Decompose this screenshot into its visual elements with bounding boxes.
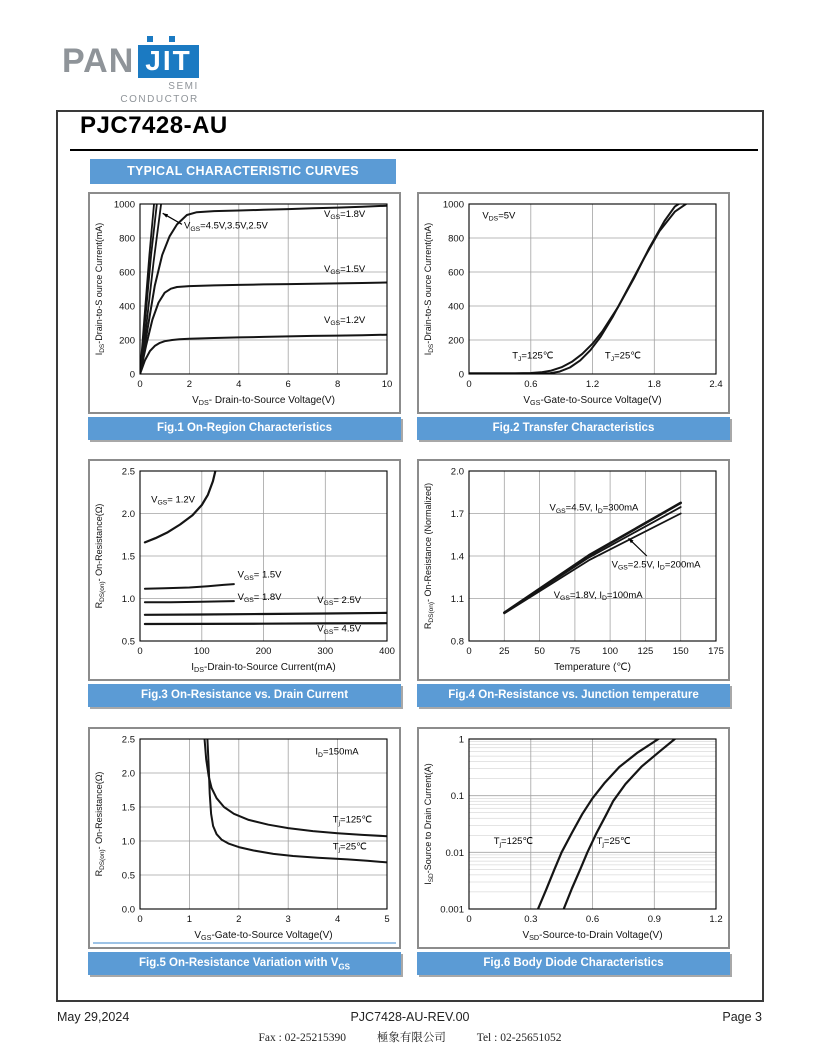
- svg-text:Tj=25℃: $T_j=25℃$: [596, 836, 631, 849]
- svg-text:6: 6: [285, 379, 291, 390]
- svg-text:100: 100: [602, 646, 619, 657]
- svg-text:0.6: 0.6: [585, 914, 600, 925]
- svg-text:3: 3: [285, 914, 291, 925]
- figure-4: [417, 459, 730, 707]
- svg-text:0: 0: [137, 379, 143, 390]
- svg-text:0.3: 0.3: [524, 914, 538, 925]
- figure-1: [88, 192, 401, 440]
- fig1-chart-panel: [88, 192, 401, 414]
- svg-text:25: 25: [499, 646, 510, 657]
- svg-text:ID=150mA: $I_D=150mA$: [315, 746, 359, 759]
- svg-text:0: 0: [137, 914, 143, 925]
- svg-text:0: 0: [466, 379, 472, 390]
- fig5-blue-rule: [93, 942, 396, 944]
- svg-text:VGS=1.2V: $V_{GS}=1.2V$: [324, 315, 366, 328]
- fig6-caption: Fig.6 Body Diode Characteristics: [417, 952, 730, 975]
- footer-date: May 29,2024: [57, 1010, 130, 1024]
- svg-text:600: 600: [119, 267, 135, 279]
- svg-text:1: 1: [186, 914, 193, 925]
- fig3-chart-panel: [88, 459, 401, 681]
- svg-text:4: 4: [334, 914, 341, 925]
- svg-text:ISD-Source to Drain Current(A): $I_{SD}$-Source to Drain Current(A): [423, 763, 436, 885]
- svg-text:1.2: 1.2: [709, 914, 723, 925]
- fig3-chart: [90, 461, 399, 679]
- fig4-caption: Fig.4 On-Resistance vs. Junction temperature: [417, 684, 730, 707]
- logo-dot-icon: [169, 36, 175, 42]
- logo-jit-box: [138, 45, 198, 78]
- svg-text:200: 200: [448, 335, 464, 347]
- svg-text:1.5: 1.5: [121, 551, 135, 563]
- svg-text:RDS(on)- On-Resistance(Ω): $R_{DS(on)}-$ On-Resistance(Ω): [94, 771, 107, 877]
- svg-text:800: 800: [119, 233, 135, 245]
- svg-text:0: 0: [458, 369, 464, 381]
- svg-text:400: 400: [119, 301, 135, 313]
- footer-company: 極象有限公司: [376, 1032, 446, 1044]
- svg-text:150: 150: [672, 646, 689, 657]
- svg-text:VGS=2.5V, ID=200mA: $V_{GS}=2.5V$, $I_D=200mA$: [611, 559, 701, 572]
- svg-text:2.4: 2.4: [709, 379, 723, 390]
- svg-text:1.5: 1.5: [121, 802, 135, 814]
- svg-text:Tj=125℃: $T_j=125℃$: [493, 836, 534, 849]
- svg-text:1.7: 1.7: [450, 509, 464, 520]
- panjit-logo: [62, 44, 199, 106]
- svg-text:1000: 1000: [442, 199, 464, 211]
- svg-text:1.4: 1.4: [450, 551, 464, 563]
- logo-dot-icon: [147, 36, 153, 42]
- fig4-chart-panel: [417, 459, 730, 681]
- svg-text:RDS(on)- On-Resistance (Normal: $R_{DS(on)}-$ On-Resistance (Normalized): [423, 482, 436, 630]
- svg-text:VGS=1.5V: $V_{GS}=1.5V$: [324, 264, 366, 277]
- svg-text:0: 0: [137, 646, 143, 657]
- fig6-chart-panel: [417, 727, 730, 949]
- part-number-title: PJC7428-AU: [80, 112, 228, 139]
- fig6-chart: [419, 729, 728, 947]
- figure-6: [417, 727, 730, 975]
- svg-text:2.5: 2.5: [121, 734, 135, 746]
- svg-text:0.5: 0.5: [121, 636, 135, 648]
- svg-text:0: 0: [466, 646, 472, 657]
- svg-text:1.2: 1.2: [585, 379, 600, 390]
- svg-text:VGS=1.8V, ID=100mA: $V_{GS}=1.8V$, $I_D=100mA$: [553, 589, 643, 602]
- svg-text:0.001: 0.001: [440, 904, 464, 916]
- svg-text:VDS=5V: $V_{DS}=5V$: [482, 210, 516, 223]
- svg-text:0.9: 0.9: [647, 914, 661, 925]
- svg-text:0.6: 0.6: [524, 379, 538, 390]
- svg-text:VGS=1.8V: $V_{GS}=1.8V$: [324, 208, 366, 221]
- svg-text:VGS= 4.5V: $V_{GS}= 4.5V$: [317, 623, 362, 636]
- svg-text:2.0: 2.0: [121, 509, 135, 520]
- fig2-chart-panel: [417, 192, 730, 414]
- svg-text:VGS= 2.5V: $V_{GS}= 2.5V$: [317, 594, 362, 607]
- svg-text:0.5: 0.5: [121, 870, 135, 882]
- svg-text:VGS-Gate-to-Source Voltage(V): $V_{GS}-Gate-to$-Source Voltage(V): [194, 930, 333, 943]
- svg-text:VGS= 1.5V: $V_{GS}= 1.5V$: [237, 569, 282, 582]
- svg-text:2: 2: [186, 379, 193, 390]
- svg-text:50: 50: [534, 646, 545, 657]
- svg-text:8: 8: [334, 379, 341, 390]
- fig5-chart: [90, 729, 399, 947]
- svg-text:1.0: 1.0: [121, 594, 135, 605]
- footer-tel: Tel : 02-25651052: [476, 1032, 562, 1044]
- svg-text:0: 0: [129, 369, 135, 381]
- svg-text:1.0: 1.0: [121, 836, 135, 848]
- svg-text:IDS-Drain-to-S ource Current(m: $I_{DS}-Drain-to-S$ ource Current(mA): [94, 222, 107, 356]
- svg-text:100: 100: [193, 646, 210, 657]
- svg-text:125: 125: [637, 646, 654, 657]
- svg-text:800: 800: [448, 233, 464, 245]
- logo-conductor-text: CONDUCTOR: [120, 93, 199, 105]
- svg-text:1.8: 1.8: [647, 379, 661, 390]
- svg-text:200: 200: [255, 646, 272, 657]
- svg-text:Temperature (℃): Temperature (℃): [554, 662, 631, 673]
- fig3-caption: Fig.3 On-Resistance vs. Drain Current: [88, 684, 401, 707]
- svg-text:10: 10: [381, 379, 393, 390]
- title-divider: [70, 149, 758, 151]
- svg-text:400: 400: [379, 646, 395, 657]
- svg-text:0: 0: [466, 914, 472, 925]
- svg-text:Tj=125℃: $T_j=125℃$: [332, 814, 373, 827]
- svg-text:400: 400: [448, 301, 464, 313]
- svg-text:IDS-Drain-to-Source Current(m: $I_{DS}-Drain-to$-Source Current(mA): [191, 662, 336, 675]
- svg-text:VGS= 1.2V: $V_{GS}= 1.2V$: [151, 494, 196, 507]
- footer-revision: PJC7428-AU-REV.00: [350, 1010, 470, 1024]
- svg-text:VGS-Gate-to-Source Voltage(V): $V_{GS}-Gate-to$-Source Voltage(V): [523, 395, 662, 408]
- svg-text:VGS=4.5V,3.5V,2.5V: $V_{GS}=4.5V,3.5V,2.5V$: [184, 220, 268, 233]
- logo-jit-text: JIT: [145, 45, 192, 76]
- svg-text:5: 5: [384, 914, 390, 925]
- svg-text:0.8: 0.8: [450, 636, 464, 648]
- svg-text:2: 2: [236, 914, 242, 925]
- logo-semi-text: SEMI: [168, 81, 199, 92]
- section-banner: TYPICAL CHARACTERISTIC CURVES: [90, 159, 396, 184]
- fig2-chart: [419, 194, 728, 412]
- footer-fax: Fax : 02-25215390: [258, 1032, 346, 1044]
- fig1-caption: Fig.1 On-Region Characteristics: [88, 417, 401, 440]
- svg-text:VSD-Source-to-Drain Voltage(V): $V_{SD}-Source-to$-Drain Voltage(V): [522, 930, 663, 943]
- svg-text:2.5: 2.5: [121, 466, 135, 478]
- fig5-caption: Fig.5 On-Resistance Variation with $V_{GS}$: [88, 952, 401, 975]
- svg-text:2.0: 2.0: [450, 466, 464, 478]
- footer-contact-line: [56, 1029, 764, 1045]
- svg-text:0.1: 0.1: [450, 791, 464, 803]
- svg-text:175: 175: [708, 646, 724, 657]
- fig1-chart: [90, 194, 399, 412]
- svg-text:Tj=25℃: $T_j=25℃$: [332, 841, 367, 854]
- fig4-chart: [419, 461, 728, 679]
- svg-text:1.1: 1.1: [450, 594, 464, 605]
- figure-5: [88, 727, 401, 975]
- figure-2: [417, 192, 730, 440]
- svg-text:200: 200: [119, 335, 135, 347]
- svg-text:1: 1: [458, 734, 464, 746]
- svg-text:2.0: 2.0: [121, 768, 135, 780]
- svg-text:RDS(on)- On-Resistance(Ω): $R_{DS(on)}-$ On-Resistance(Ω): [94, 503, 107, 609]
- svg-text:VGS= 1.8V: $V_{GS}= 1.8V$: [237, 591, 282, 604]
- svg-text:75: 75: [569, 646, 581, 657]
- svg-text:VGS=4.5V, ID=300mA: $V_{GS}=4.5V$, $I_D=300mA$: [549, 502, 639, 515]
- fig2-caption: Fig.2 Transfer Characteristics: [417, 417, 730, 440]
- svg-text:IDS-Drain-to-S ource Current(m: $I_{DS}-Drain-to-S$ ource Current(mA): [423, 222, 436, 356]
- figure-3: [88, 459, 401, 707]
- svg-text:TJ=125℃: $T_J=125℃$: [512, 350, 554, 363]
- footer-page-number: Page 3: [722, 1010, 762, 1024]
- svg-text:1000: 1000: [113, 199, 135, 211]
- logo-pan-text: PAN: [62, 42, 135, 80]
- svg-text:0.01: 0.01: [445, 847, 464, 859]
- svg-text:TJ=25℃: $T_J=25℃$: [604, 350, 641, 363]
- svg-text:VDS- Drain-to-Source Voltage(V: $V_{DS}-$ Drain-to-Source Voltage(V): [192, 395, 335, 408]
- svg-text:600: 600: [448, 267, 464, 279]
- svg-text:4: 4: [236, 379, 242, 390]
- fig5-chart-panel: [88, 727, 401, 949]
- svg-text:300: 300: [317, 646, 334, 657]
- svg-text:0.0: 0.0: [121, 904, 135, 916]
